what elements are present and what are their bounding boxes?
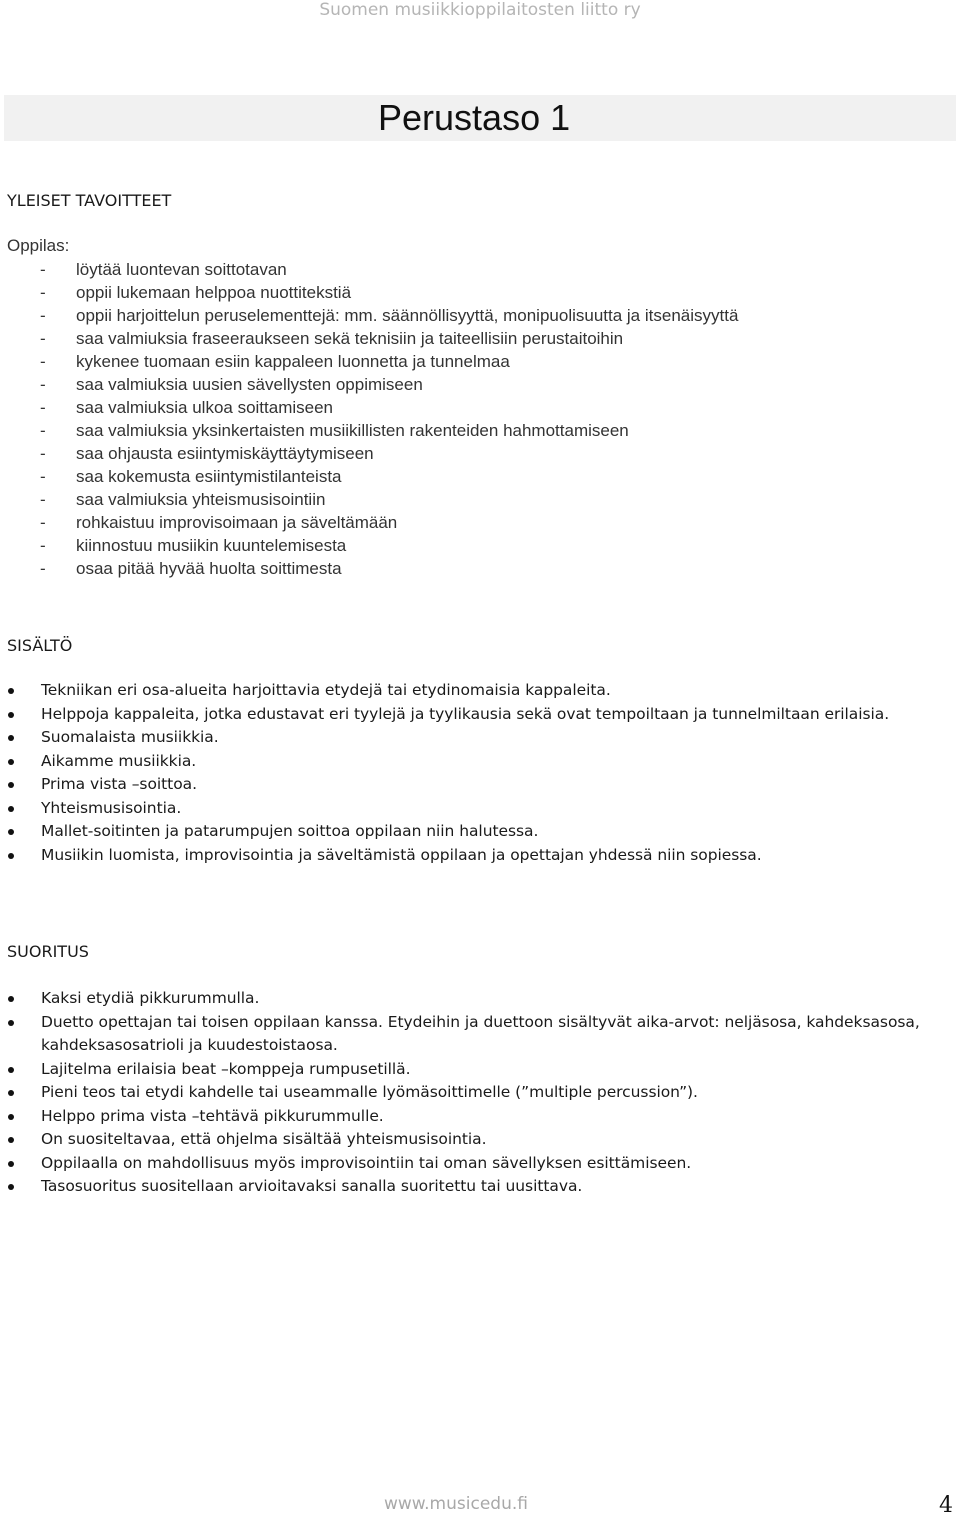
content-item-text: Mallet-soitinten ja patarumpujen soittoa oppilaan niin halutessa. bbox=[41, 822, 539, 840]
performance-item bbox=[0, 987, 960, 1011]
content-item bbox=[0, 820, 960, 844]
dash-marker: - bbox=[40, 421, 46, 440]
performance-item-text: Kaksi etydiä pikkurummulla. bbox=[41, 989, 260, 1007]
goal-item-text: kykenee tuomaan esiin kappaleen luonnetta ja tunnelmaa bbox=[76, 352, 510, 371]
content-item bbox=[0, 844, 960, 868]
bullet-icon bbox=[8, 1161, 14, 1167]
bullet-icon bbox=[8, 759, 14, 765]
content-item-text: Musiikin luomista, improvisointia ja säveltämistä oppilaan ja opettajan yhdessä niin sopiessa. bbox=[41, 845, 762, 864]
performance-item-text: Oppilaalla on mahdollisuus myös improvisointiin tai oman sävellyksen esittämiseen. bbox=[41, 1153, 692, 1172]
goal-item-text: saa valmiuksia yhteismusisointiin bbox=[76, 490, 326, 509]
content-item bbox=[0, 750, 960, 774]
performance-item-text: On suositeltavaa, että ohjelma sisältää yhteismusisointia. bbox=[41, 1130, 487, 1148]
bullet-icon bbox=[8, 1137, 14, 1143]
performance-item-text: Tasosuoritus suositellaan arvioitavaksi sanalla suoritettu tai uusittava. bbox=[41, 1177, 583, 1195]
bullet-icon bbox=[8, 1067, 14, 1073]
bullet-icon bbox=[8, 735, 14, 741]
content-item bbox=[0, 773, 960, 797]
performance-item bbox=[0, 1011, 960, 1058]
goal-item-text: saa kokemusta esiintymistilanteista bbox=[76, 467, 342, 486]
performance-item bbox=[0, 1128, 960, 1152]
content-item bbox=[0, 726, 960, 750]
bullet-icon bbox=[8, 712, 14, 718]
general-goals-intro: Oppilas: bbox=[7, 236, 70, 255]
dash-marker: - bbox=[40, 260, 46, 279]
dash-marker: - bbox=[40, 283, 46, 302]
performance-list bbox=[0, 987, 960, 1199]
performance-item bbox=[0, 1105, 960, 1129]
performance-item-text: Duetto opettajan tai toisen oppilaan kanssa. Etydeihin ja duettoon sisältyvät aika-arvot: neljäsosa, kahdeksasosa, kahdeksasosatrioli ja kuudestoistaosa. bbox=[41, 1012, 920, 1054]
performance-item-text: Pieni teos tai etydi kahdelle tai useammalle lyömäsoittimelle (”multiple percussion”). bbox=[41, 1083, 698, 1101]
performance-item-text: Helppo prima vista –tehtävä pikkurummulle. bbox=[41, 1106, 384, 1125]
goal-item-text: saa valmiuksia ulkoa soittamiseen bbox=[76, 398, 334, 417]
content-item bbox=[0, 703, 960, 727]
bullet-icon bbox=[8, 1114, 14, 1120]
performance-item bbox=[0, 1058, 960, 1082]
bullet-icon bbox=[8, 782, 14, 788]
dash-marker: - bbox=[40, 398, 46, 417]
performance-item bbox=[0, 1152, 960, 1176]
dash-marker: - bbox=[40, 467, 46, 486]
performance-heading: SUORITUS bbox=[7, 942, 89, 961]
content-item-text: Prima vista –soittoa. bbox=[41, 775, 197, 793]
bullet-icon bbox=[8, 1090, 14, 1096]
bullet-icon bbox=[8, 853, 14, 859]
content-list bbox=[0, 679, 960, 867]
bullet-icon bbox=[8, 688, 14, 694]
goal-item-text: saa ohjausta esiintymiskäyttäytymiseen bbox=[76, 444, 374, 463]
dash-marker: - bbox=[40, 329, 46, 348]
goal-item-text: saa valmiuksia yksinkertaisten musiikillisten rakenteiden hahmottamiseen bbox=[76, 421, 629, 440]
goal-item-text: oppii harjoittelun peruselementtejä: mm. säännöllisyyttä, monipuolisuutta ja itsenäisyyttä bbox=[76, 306, 739, 325]
goal-item-text: löytää luontevan soittotavan bbox=[76, 260, 287, 279]
content-item-text: Yhteismusisointia. bbox=[41, 798, 182, 817]
goal-item-text: rohkaistuu improvisoimaan ja säveltämään bbox=[76, 513, 398, 532]
content-item bbox=[0, 797, 960, 821]
dash-marker: - bbox=[40, 536, 46, 555]
dash-marker: - bbox=[40, 559, 46, 578]
dash-marker: - bbox=[40, 444, 46, 463]
goal-item-text: osaa pitää hyvää huolta soittimesta bbox=[76, 559, 342, 578]
footer-url: www.musicedu.fi bbox=[384, 1494, 528, 1514]
goal-item-text: kiinnostuu musiikin kuuntelemisesta bbox=[76, 536, 347, 555]
bullet-icon bbox=[8, 1184, 14, 1190]
dash-marker: - bbox=[40, 352, 46, 371]
page-title: Perustaso 1 bbox=[378, 97, 571, 138]
header-org-name: Suomen musiikkioppilaitosten liitto ry bbox=[319, 0, 641, 20]
content-heading: SISÄLTÖ bbox=[7, 636, 73, 655]
page-number: 4 bbox=[939, 1493, 953, 1518]
dash-marker: - bbox=[40, 490, 46, 509]
content-item-text: Suomalaista musiikkia. bbox=[41, 728, 219, 746]
dash-marker: - bbox=[40, 375, 46, 394]
performance-item-text: Lajitelma erilaisia beat –komppeja rumpusetillä. bbox=[41, 1059, 411, 1078]
content-item-text: Helppoja kappaleita, jotka edustavat eri tyylejä ja tyylikausia sekä ovat tempoiltaan ja tunnelmiltaan erilaisia. bbox=[41, 704, 890, 723]
goal-item-text: oppii lukemaan helppoa nuottitekstiä bbox=[76, 283, 352, 302]
goal-item-text: saa valmiuksia uusien sävellysten oppimiseen bbox=[76, 375, 423, 394]
dash-marker: - bbox=[40, 306, 46, 325]
bullet-icon bbox=[8, 996, 14, 1002]
content-item bbox=[0, 679, 960, 703]
dash-marker: - bbox=[40, 513, 46, 532]
general-goals-heading: YLEISET TAVOITTEET bbox=[7, 191, 172, 210]
goal-item-text: saa valmiuksia fraseeraukseen sekä teknisiin ja taiteellisiin perustaitoihin bbox=[76, 329, 624, 348]
bullet-icon bbox=[8, 806, 14, 812]
content-item-text: Aikamme musiikkia. bbox=[41, 751, 197, 770]
bullet-icon bbox=[8, 829, 14, 835]
performance-item bbox=[0, 1081, 960, 1105]
bullet-icon bbox=[8, 1020, 14, 1026]
performance-item bbox=[0, 1175, 960, 1199]
content-item-text: Tekniikan eri osa-alueita harjoittavia etydejä tai etydinomaisia kappaleita. bbox=[41, 681, 611, 699]
